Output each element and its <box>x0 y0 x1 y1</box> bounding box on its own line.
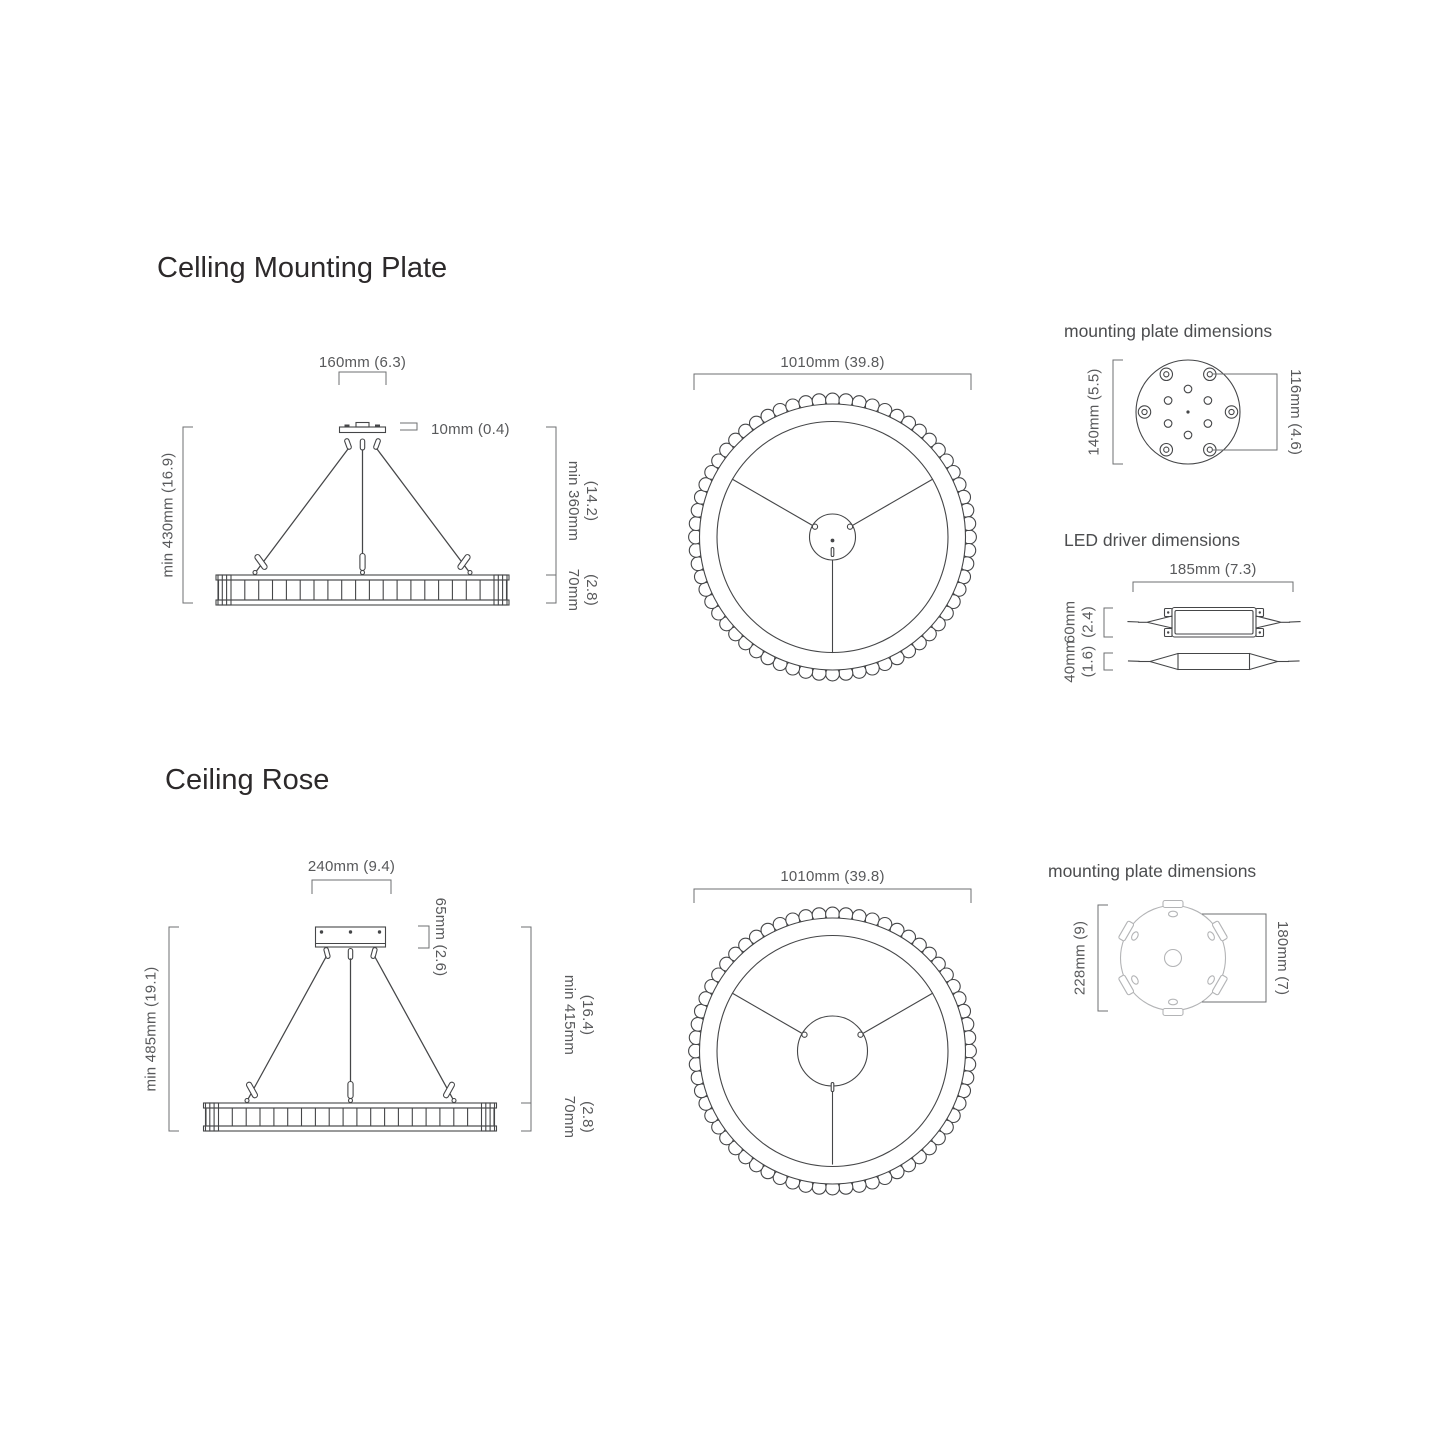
dim-label-plate-diameter: 140mm (5.5) <box>1085 368 1103 456</box>
dim-label-driver1-line1: 60mm <box>1061 600 1079 644</box>
mounting-plate-title: mounting plate dimensions <box>1048 861 1257 881</box>
drum-segments <box>245 581 480 600</box>
dim-bracket-plate-thickness <box>400 423 417 430</box>
dim-bracket-driver1-height <box>1104 608 1113 637</box>
dim-label-driver-length: 185mm (7.3) <box>1169 561 1257 578</box>
dim-label-ring-height-line1: 70mm <box>560 1095 578 1139</box>
canopy-plate <box>340 427 386 433</box>
rose-plate-tabs <box>1118 901 1228 1016</box>
led-driver-60mm <box>1128 608 1300 638</box>
dim-bracket-diameter <box>694 889 971 903</box>
dim-bracket-driver2-height <box>1104 653 1113 670</box>
hub-center-dot <box>831 539 835 543</box>
dim-label-rose-width: 240mm (9.4) <box>307 858 396 875</box>
spoke-loop-left <box>802 1032 807 1037</box>
led-driver-title: LED driver dimensions <box>1064 530 1241 550</box>
mounting-plate-diagram-1 <box>1064 321 1304 464</box>
dim-label-suspension-line2: (16.4) <box>578 994 596 1036</box>
side-view-ceiling-rose-pendant <box>142 858 596 1138</box>
drum-ring <box>204 1103 497 1131</box>
dim-label-suspension-line2: (14.2) <box>582 480 600 522</box>
dim-bracket-right-heights <box>546 427 556 603</box>
cable-right <box>377 449 470 573</box>
turnbuckle-center <box>348 1082 353 1099</box>
top-view-pendant-1 <box>689 354 977 681</box>
canopy-stem <box>356 423 369 428</box>
rose-plate-outline <box>1121 906 1226 1011</box>
attach-loop-right <box>452 1099 456 1103</box>
cable-right <box>375 957 454 1101</box>
dim-label-overall-height: min 485mm (19.1) <box>142 966 160 1092</box>
drum-segments <box>232 1109 467 1126</box>
dim-bracket-hole-spacing <box>1212 374 1277 450</box>
spoke-loop-right <box>847 524 852 529</box>
dim-label-rose-height: 65mm (2.6) <box>431 897 449 977</box>
turnbuckle-center <box>360 554 365 571</box>
dim-label-driver2-line1: 40mm <box>1061 640 1079 683</box>
attach-loop-center <box>349 1099 353 1103</box>
rose-plate-center-hole <box>1165 950 1182 967</box>
section-title: Celling Mounting Plate <box>157 252 448 284</box>
top-view-pendant-2 <box>689 868 977 1195</box>
spoke-loop-right <box>858 1032 863 1037</box>
dim-bracket-plate-diameter <box>1098 905 1108 1011</box>
attach-loop-center <box>361 571 365 575</box>
dim-label-hole-spacing: 116mm (4.6) <box>1286 368 1304 456</box>
dim-label-suspension-line1: min 360mm <box>564 460 582 542</box>
dim-bracket-diameter <box>694 374 971 390</box>
led-driver-40mm <box>1129 654 1300 670</box>
turnbuckle-right <box>457 554 471 571</box>
dim-label-ring-height-line2: (2.8) <box>578 1101 596 1133</box>
led-driver-diagram <box>1061 530 1300 683</box>
spoke-loop-left <box>812 524 817 529</box>
dim-bracket-driver-length <box>1133 582 1293 592</box>
rose-gland-right <box>370 947 377 959</box>
dim-label-plate-diameter: 228mm (9) <box>1071 920 1089 996</box>
dim-bracket-right-heights <box>521 927 531 1131</box>
cable-gland-left <box>344 438 352 450</box>
mounting-plate-title: mounting plate dimensions <box>1064 321 1273 341</box>
rose-gland-center <box>348 949 352 960</box>
spoke-link-down <box>831 1083 834 1092</box>
dim-bracket-canopy-width <box>339 372 386 385</box>
dim-bracket-hole-spacing <box>1202 914 1266 1002</box>
canopy-screw-right <box>375 425 380 428</box>
dim-bracket-plate-diameter <box>1113 360 1123 464</box>
dim-label-plate-thickness: 10mm (0.4) <box>431 421 510 438</box>
cable-gland-center <box>360 439 364 450</box>
spoke-link-down <box>831 548 834 557</box>
side-view-mounting-plate-pendant <box>159 354 600 611</box>
dim-label-driver2-line2: (1.6) <box>1079 645 1097 678</box>
cable-left <box>247 957 326 1101</box>
dim-label-suspension-line1: min 415mm <box>560 974 578 1056</box>
canopy-screw-left <box>345 425 350 428</box>
attach-loop-left <box>253 571 257 575</box>
dim-label-canopy-width: 160mm (6.3) <box>318 354 407 371</box>
cable-gland-right <box>373 438 381 450</box>
dim-bracket-rose-height <box>418 926 429 948</box>
dim-bracket-rose-width <box>312 880 391 894</box>
dim-bracket-overall-height <box>183 427 193 603</box>
section-celling-mounting-plate <box>157 252 1304 683</box>
dim-label-overall-height: min 430mm (16.9) <box>159 452 177 578</box>
cable-left <box>255 449 348 573</box>
dim-bracket-overall-height <box>169 927 179 1131</box>
dim-label-diameter: 1010mm (39.8) <box>780 354 885 371</box>
mounting-plate-diagram-2 <box>1048 861 1291 1016</box>
attach-loop-left <box>245 1099 249 1103</box>
attach-loop-right <box>468 571 472 575</box>
dim-label-driver1-line2: (2.4) <box>1079 606 1097 638</box>
mounting-plate-center-dot <box>1186 410 1189 413</box>
dim-label-ring-height-line1: 70mm <box>564 568 582 612</box>
dim-label-hole-spacing: 180mm (7) <box>1273 920 1291 996</box>
rose-gland-left <box>323 947 330 959</box>
drum-ring <box>216 575 509 605</box>
turnbuckle-left <box>254 554 268 571</box>
dim-label-ring-height-line2: (2.8) <box>582 574 600 606</box>
rose-plate-slots <box>1130 911 1216 1005</box>
dim-label-diameter: 1010mm (39.8) <box>780 868 885 885</box>
section-title: Ceiling Rose <box>165 764 330 796</box>
section-ceiling-rose <box>142 764 1291 1195</box>
